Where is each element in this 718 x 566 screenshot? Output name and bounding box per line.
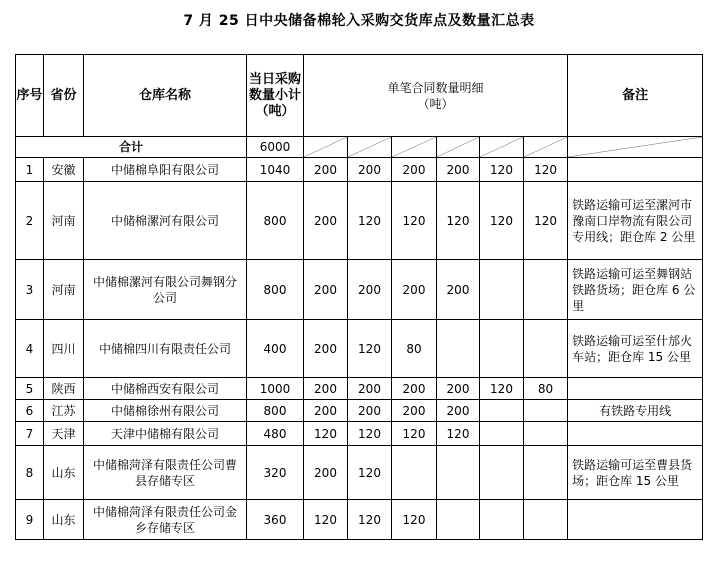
row-seq: 4 [16, 320, 44, 378]
row-contract-4: 200 [437, 400, 480, 422]
row-contract-3: 120 [392, 500, 437, 540]
row-province: 山东 [44, 500, 84, 540]
row-contract-3: 80 [392, 320, 437, 378]
table-row [16, 158, 703, 182]
row-contract-5 [480, 446, 524, 500]
row-contract-5 [480, 260, 524, 320]
row-contract-2: 120 [348, 182, 392, 260]
row-contract-4: 120 [437, 182, 480, 260]
row-contract-6 [524, 400, 568, 422]
summary-table [15, 54, 703, 540]
row-total: 1040 [247, 158, 304, 182]
row-contract-3: 120 [392, 422, 437, 446]
row-contract-5: 120 [480, 158, 524, 182]
row-remark [568, 158, 703, 182]
row-remark [568, 422, 703, 446]
diagonal-cell [304, 137, 348, 158]
row-contract-2: 120 [348, 320, 392, 378]
header-province: 省份 [44, 55, 84, 137]
row-contract-3: 200 [392, 158, 437, 182]
row-warehouse: 天津中储棉有限公司 [84, 422, 247, 446]
header-detail-unit: （吨） [417, 96, 454, 111]
row-total: 800 [247, 400, 304, 422]
row-remark: 有铁路专用线 [568, 400, 703, 422]
row-province: 陕西 [44, 378, 84, 400]
row-contract-5 [480, 422, 524, 446]
row-contract-5 [480, 320, 524, 378]
row-warehouse: 中储棉西安有限公司 [84, 378, 247, 400]
row-contract-4: 200 [437, 260, 480, 320]
row-contract-1: 120 [304, 422, 348, 446]
row-contract-2: 120 [348, 500, 392, 540]
header-seq: 序号 [16, 55, 44, 137]
row-seq: 1 [16, 158, 44, 182]
row-warehouse: 中储棉菏泽有限责任公司金乡存储专区 [84, 500, 247, 540]
row-remark [568, 378, 703, 400]
row-contract-6 [524, 500, 568, 540]
table-row [16, 422, 703, 446]
row-total: 800 [247, 182, 304, 260]
diagonal-cell [392, 137, 437, 158]
row-contract-1: 200 [304, 260, 348, 320]
row-contract-3: 200 [392, 260, 437, 320]
row-contract-4 [437, 446, 480, 500]
row-remark [568, 500, 703, 540]
header-row [16, 55, 703, 137]
row-contract-6 [524, 260, 568, 320]
total-value: 6000 [247, 137, 304, 158]
row-contract-3 [392, 446, 437, 500]
row-contract-1: 200 [304, 378, 348, 400]
header-detail-label: 单笔合同数量明细 [387, 80, 484, 95]
table-row [16, 500, 703, 540]
row-contract-5 [480, 400, 524, 422]
row-remark: 铁路运输可运至漯河市豫南口岸物流有限公司专用线；距仓库 2 公里 [568, 182, 703, 260]
row-contract-1: 200 [304, 320, 348, 378]
row-remark: 铁路运输可运至什邡火车站；距仓库 15 公里 [568, 320, 703, 378]
table-row [16, 400, 703, 422]
row-province: 安徽 [44, 158, 84, 182]
row-contract-2: 120 [348, 446, 392, 500]
row-seq: 6 [16, 400, 44, 422]
row-contract-4 [437, 320, 480, 378]
row-contract-2: 200 [348, 400, 392, 422]
total-label: 合计 [16, 137, 247, 158]
row-remark: 铁路运输可运至曹县货场；距仓库 15 公里 [568, 446, 703, 500]
row-total: 480 [247, 422, 304, 446]
row-contract-3: 200 [392, 378, 437, 400]
row-warehouse: 中储棉阜阳有限公司 [84, 158, 247, 182]
row-contract-6: 120 [524, 158, 568, 182]
page-title: 7 月 25 日中央储备棉轮入采购交货库点及数量汇总表 [183, 13, 535, 29]
row-contract-2: 200 [348, 260, 392, 320]
row-total: 800 [247, 260, 304, 320]
total-row [16, 137, 703, 158]
row-contract-6: 80 [524, 378, 568, 400]
row-contract-6: 120 [524, 182, 568, 260]
row-total: 320 [247, 446, 304, 500]
diagonal-cell [524, 137, 568, 158]
row-warehouse: 中储棉菏泽有限责任公司曹县存储专区 [84, 446, 247, 500]
row-warehouse: 中储棉漯河有限公司 [84, 182, 247, 260]
row-contract-1: 200 [304, 158, 348, 182]
diagonal-cell [348, 137, 392, 158]
row-seq: 7 [16, 422, 44, 446]
diagonal-cell [568, 137, 703, 158]
table-row [16, 378, 703, 400]
row-contract-4: 120 [437, 422, 480, 446]
diagonal-cell [437, 137, 480, 158]
row-total: 360 [247, 500, 304, 540]
row-remark: 铁路运输可运至舞钢站铁路货场；距仓库 6 公里 [568, 260, 703, 320]
row-contract-6 [524, 422, 568, 446]
row-contract-5: 120 [480, 182, 524, 260]
row-province: 山东 [44, 446, 84, 500]
row-warehouse: 中储棉徐州有限公司 [84, 400, 247, 422]
row-contract-3: 120 [392, 182, 437, 260]
table-row [16, 182, 703, 260]
row-contract-4: 200 [437, 378, 480, 400]
row-warehouse: 中储棉漯河有限公司舞钢分公司 [84, 260, 247, 320]
row-contract-6 [524, 320, 568, 378]
row-total: 400 [247, 320, 304, 378]
row-seq: 8 [16, 446, 44, 500]
row-contract-1: 200 [304, 446, 348, 500]
row-contract-5: 120 [480, 378, 524, 400]
row-seq: 3 [16, 260, 44, 320]
row-contract-2: 200 [348, 158, 392, 182]
row-warehouse: 中储棉四川有限责任公司 [84, 320, 247, 378]
header-remark: 备注 [568, 55, 703, 137]
row-contract-4: 200 [437, 158, 480, 182]
row-province: 四川 [44, 320, 84, 378]
table-row [16, 320, 703, 378]
row-seq: 9 [16, 500, 44, 540]
row-contract-2: 200 [348, 378, 392, 400]
row-contract-3: 200 [392, 400, 437, 422]
row-province: 河南 [44, 260, 84, 320]
row-province: 天津 [44, 422, 84, 446]
diagonal-cell [480, 137, 524, 158]
header-detail [304, 55, 568, 137]
row-contract-1: 200 [304, 400, 348, 422]
row-contract-4 [437, 500, 480, 540]
header-daily-total: 当日采购数量小计（吨） [247, 55, 304, 137]
row-province: 江苏 [44, 400, 84, 422]
row-contract-5 [480, 500, 524, 540]
table-row [16, 260, 703, 320]
row-contract-6 [524, 446, 568, 500]
row-contract-1: 120 [304, 500, 348, 540]
row-contract-1: 200 [304, 182, 348, 260]
row-seq: 2 [16, 182, 44, 260]
row-contract-2: 120 [348, 422, 392, 446]
row-seq: 5 [16, 378, 44, 400]
header-warehouse: 仓库名称 [84, 55, 247, 137]
table-row [16, 446, 703, 500]
row-total: 1000 [247, 378, 304, 400]
row-province: 河南 [44, 182, 84, 260]
